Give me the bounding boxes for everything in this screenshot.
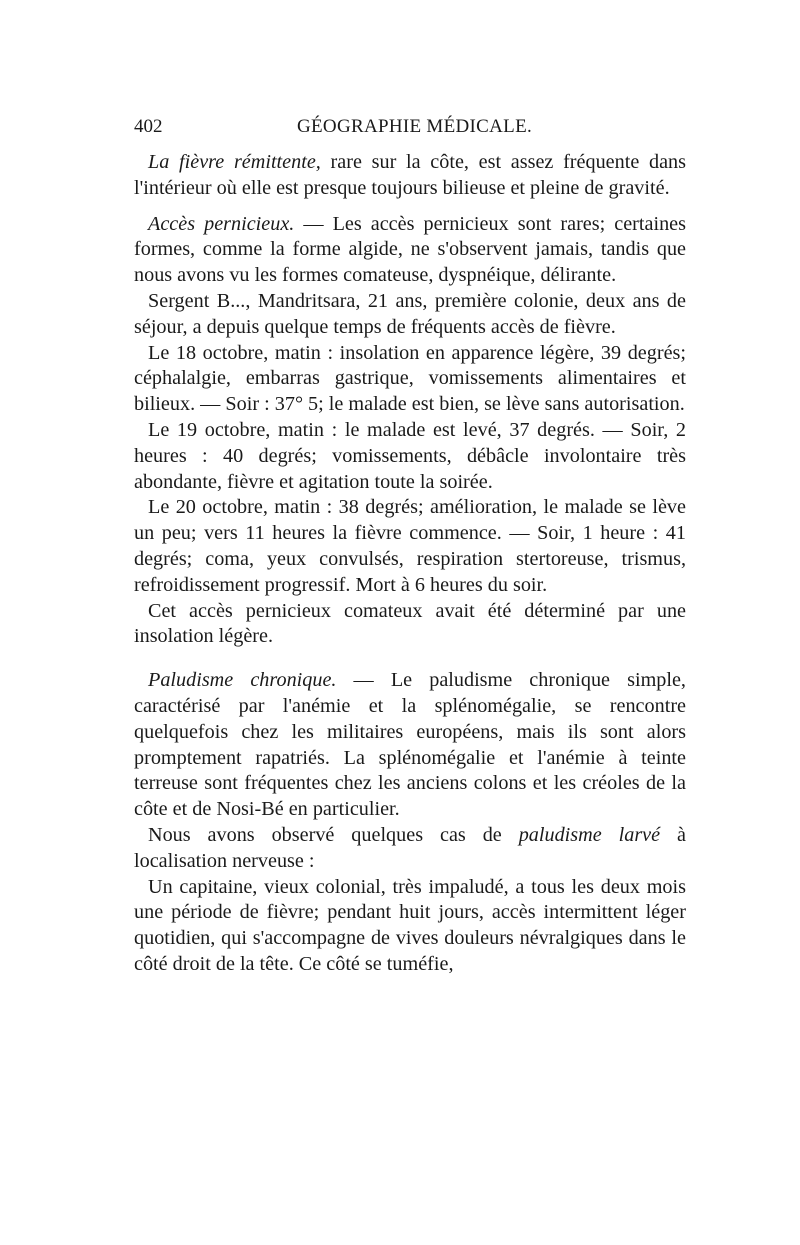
paragraph-text: à localisation nerveuse :	[134, 823, 687, 872]
paragraph-20-octobre	[134, 495, 686, 598]
paragraph-18-octobre	[134, 341, 686, 418]
paragraph-text: rare sur la côte, est assez fréquente dans l'intérieur où elle est presque toujours bilieuse et pleine de gravité.	[134, 151, 687, 199]
paragraph-text: — Les accès pernicieux sont rares; certaines formes, comme la forme algide, ne s'observent jamais, tandis que nous avons vu les formes comateuse, dyspnéique, délirante.	[134, 212, 686, 287]
paragraph-text: Le 20 octobre, matin : 38 degrés; amélioration, le malade se lève un peu; vers 11 heures la fièvre commence. — Soir, 1 heure : 41 degrés; coma, yeux convulsés, respiration stertoreuse, trismus, refroidissement progressif. Mort à 6 heures du soir.	[134, 496, 686, 596]
running-title: GÉOGRAPHIE MÉDICALE.	[297, 116, 533, 137]
paragraph-text: Cet accès pernicieux comateux avait été déterminé par une insolation légère.	[134, 599, 686, 648]
inline-heading: La fièvre rémittente,	[148, 151, 321, 173]
paragraph-text: — Le paludisme chronique simple, caractérisé par l'anémie et la splénomégalie, se rencontre quelquefois chez les militaires européens, mais ils sont alors promptement rapatriés. La splénomégalie et l'anémie à teinte terreuse sont fréquentes chez les anciens colons et les créoles de la côte et de Nosi-Bé en particulier.	[134, 669, 686, 821]
paragraph-text: Un capitaine, vieux colonial, très impaludé, a tous les deux mois une période de fièvre; pendant huit jours, accès intermittent léger quotidien, qui s'accompagne de vives douleurs névralgiques dans le côté droit de la tête. Ce côté se tuméfie,	[134, 875, 686, 975]
paragraph-capitaine	[134, 875, 686, 978]
italic-term: paludisme larvé	[518, 823, 661, 846]
paragraph-cet-acces	[134, 599, 686, 651]
paragraph-sergent	[134, 289, 686, 341]
paragraph-acces-pernicieux	[134, 212, 686, 289]
body-text	[134, 150, 686, 978]
page-number: 402	[134, 116, 163, 137]
paragraph-text: Sergent B..., Mandritsara, 21 ans, première colonie, deux ans de séjour, a depuis quelque temps de fréquents accès de fièvre.	[134, 289, 686, 338]
page-header	[134, 116, 686, 144]
inline-heading: Paludisme chronique.	[148, 669, 337, 692]
paragraph-19-octobre	[134, 418, 686, 495]
paragraph-text: Le 18 octobre, matin : insolation en apparence légère, 39 degrés; céphalalgie, embarras gastrique, vomissements alimentaires et bilieux. — Soir : 37° 5; le malade est bien, se lève sans autorisation.	[134, 341, 686, 416]
paragraph-paludisme-larve	[134, 823, 686, 875]
paragraph-text: Le 19 octobre, matin : le malade est levé, 37 degrés. — Soir, 2 heures : 40 degrés; vomissements, débâcle involontaire très abondante, fièvre et agitation toute la soirée.	[134, 418, 686, 493]
paragraph-text: Nous avons observé quelques cas de	[148, 823, 519, 846]
paragraph-paludisme-chronique	[134, 668, 686, 823]
inline-heading: Accès pernicieux.	[148, 212, 295, 235]
paragraph-fievre-remittente	[134, 150, 686, 202]
